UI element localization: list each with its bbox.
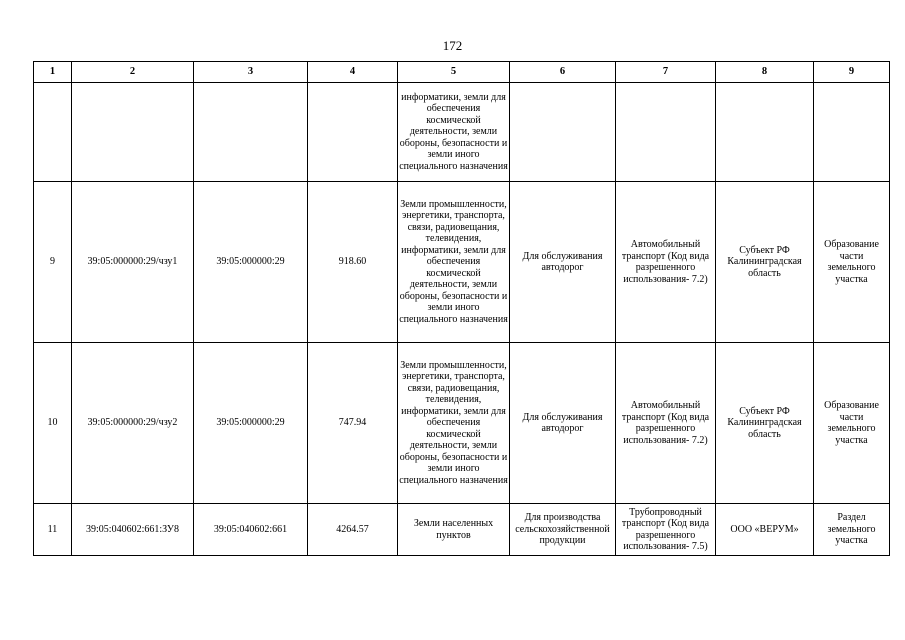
permitted-use-cell xyxy=(510,83,616,182)
area-cell xyxy=(308,83,398,182)
land-category-cell: Земли населенных пунктов xyxy=(398,504,510,556)
table-row xyxy=(34,343,890,504)
parent-plot-cell: 39:05:000000:29 xyxy=(194,343,308,504)
note-cell: Образование части земельного участка xyxy=(814,182,890,343)
column-header: 9 xyxy=(814,62,890,83)
cadastral-number-cell: 39:05:000000:29/чзу1 xyxy=(72,182,194,343)
cadastral-number-cell xyxy=(72,83,194,182)
page-number: 172 xyxy=(442,38,463,53)
owner-cell: Субъект РФ Калининградская область xyxy=(716,343,814,504)
owner-cell: ООО «ВЕРУМ» xyxy=(716,504,814,556)
column-header: 2 xyxy=(72,62,194,83)
area-cell: 4264.57 xyxy=(308,504,398,556)
owner-cell: Субъект РФ Калининградская область xyxy=(716,182,814,343)
note-cell: Раздел земельного участка xyxy=(814,504,890,556)
parent-plot-cell: 39:05:040602:661 xyxy=(194,504,308,556)
cadastral-number-cell: 39:05:040602:661:ЗУ8 xyxy=(72,504,194,556)
row-number-cell: 11 xyxy=(34,504,72,556)
permitted-use-cell: Для обслуживания автодорог xyxy=(510,343,616,504)
land-registry-table xyxy=(33,61,890,556)
parent-plot-cell: 39:05:000000:29 xyxy=(194,182,308,343)
column-header: 4 xyxy=(308,62,398,83)
owner-cell xyxy=(716,83,814,182)
row-number-cell: 10 xyxy=(34,343,72,504)
use-kind-cell: Автомобильный транспорт (Код вида разрешенного использования- 7.2) xyxy=(616,343,716,504)
use-kind-cell xyxy=(616,83,716,182)
column-header: 7 xyxy=(616,62,716,83)
table-row xyxy=(34,83,890,182)
parent-plot-cell xyxy=(194,83,308,182)
use-kind-cell: Автомобильный транспорт (Код вида разрешенного использования- 7.2) xyxy=(616,182,716,343)
column-header: 8 xyxy=(716,62,814,83)
area-cell: 747.94 xyxy=(308,343,398,504)
note-cell: Образование части земельного участка xyxy=(814,343,890,504)
column-header: 3 xyxy=(194,62,308,83)
table-row xyxy=(34,182,890,343)
column-header: 1 xyxy=(34,62,72,83)
land-category-cell: информатики, земли для обеспечения космической деятельности, земли обороны, безопасности и земли иного специального назначения xyxy=(398,83,510,182)
use-kind-cell: Трубопроводный транспорт (Код вида разрешенного использования- 7.5) xyxy=(616,504,716,556)
column-header: 6 xyxy=(510,62,616,83)
land-category-cell: Земли промышленности, энергетики, транспорта, связи, радиовещания, телевидения, информатики, земли для обеспечения космической деятельности, земли обороны, безопасности и земли иного специального назначения xyxy=(398,182,510,343)
header-row xyxy=(34,62,890,83)
area-cell: 918.60 xyxy=(308,182,398,343)
land-category-cell: Земли промышленности, энергетики, транспорта, связи, радиовещания, телевидения, информатики, земли для обеспечения космической деятельности, земли обороны, безопасности и земли иного специального назначения xyxy=(398,343,510,504)
permitted-use-cell: Для обслуживания автодорог xyxy=(510,182,616,343)
row-number-cell xyxy=(34,83,72,182)
table-row xyxy=(34,504,890,556)
note-cell xyxy=(814,83,890,182)
column-header: 5 xyxy=(398,62,510,83)
row-number-cell: 9 xyxy=(34,182,72,343)
cadastral-number-cell: 39:05:000000:29/чзу2 xyxy=(72,343,194,504)
permitted-use-cell: Для производства сельскохозяйственной продукции xyxy=(510,504,616,556)
